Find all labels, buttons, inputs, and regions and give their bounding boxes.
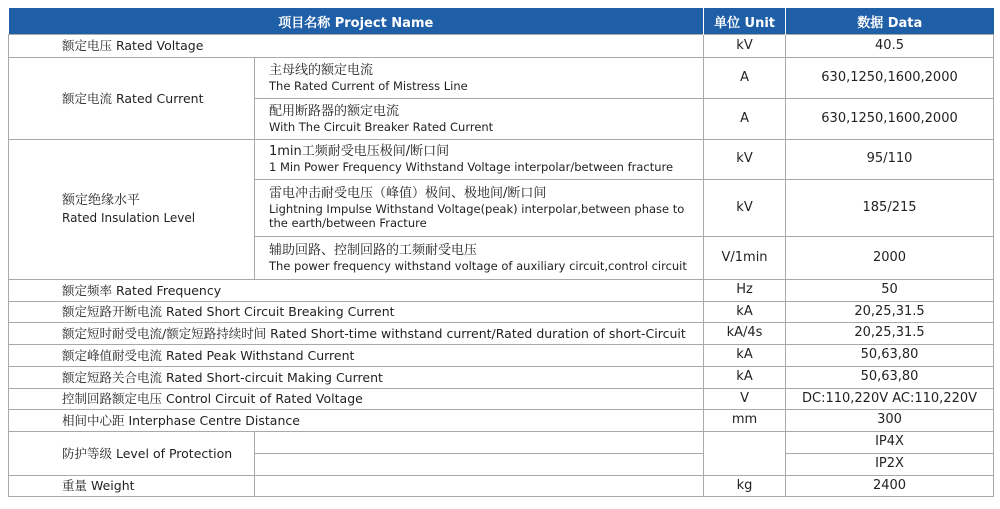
mistress-line-value: 630,1250,1600,2000 [786, 58, 994, 99]
aux-circuit-unit: V/1min [704, 237, 786, 280]
mistress-line-cell [255, 58, 704, 99]
insulation-label-zh: 额定绝缘水平 [62, 193, 141, 209]
making-current-unit: kA [704, 367, 786, 389]
control-voltage-label: 控制回路额定电压 Control Circuit of Rated Voltage [9, 389, 704, 410]
breaker-current-cell [255, 99, 704, 140]
row-interphase [9, 410, 994, 432]
protection-label: 防护等级 Level of Protection [9, 432, 255, 476]
breaker-current-unit: A [704, 99, 786, 140]
breaking-current-label: 额定短路开断电流 Rated Short Circuit Breaking Current [9, 302, 704, 323]
row-rated-frequency [9, 280, 994, 302]
power-frequency-cell [255, 140, 704, 180]
lightning-impulse-zh: 雷电冲击耐受电压（峰值）极间、极地间/断口间 [269, 185, 547, 201]
header-row [9, 8, 994, 35]
header-project-name: 项目名称 Project Name [9, 8, 704, 35]
rated-frequency-value: 50 [786, 280, 994, 302]
interphase-label: 相间中心距 Interphase Centre Distance [9, 410, 704, 432]
row-insulation-pf [9, 140, 994, 180]
row-weight [9, 476, 994, 497]
short-time-unit: kA/4s [704, 323, 786, 345]
protection-value-2: IP2X [786, 454, 994, 476]
protection-sub-1 [255, 432, 704, 454]
spec-table [8, 8, 994, 497]
power-frequency-value: 95/110 [786, 140, 994, 180]
row-protection-1 [9, 432, 994, 454]
mistress-line-en: The Rated Current of Mistress Line [269, 78, 468, 93]
breaking-current-value: 20,25,31.5 [786, 302, 994, 323]
mistress-line-zh: 主母线的额定电流 [269, 62, 374, 78]
mistress-line-unit: A [704, 58, 786, 99]
lightning-impulse-cell [255, 180, 704, 237]
lightning-impulse-value: 185/215 [786, 180, 994, 237]
row-peak-withstand [9, 345, 994, 367]
power-frequency-en: 1 Min Power Frequency Withstand Voltage interpolar/between fracture [269, 160, 674, 175]
weight-value: 2400 [786, 476, 994, 497]
insulation-label-en: Rated Insulation Level [62, 210, 196, 225]
protection-value-1: IP4X [786, 432, 994, 454]
row-breaking-current [9, 302, 994, 323]
peak-withstand-unit: kA [704, 345, 786, 367]
weight-unit: kg [704, 476, 786, 497]
peak-withstand-label: 额定峰值耐受电流 Rated Peak Withstand Current [9, 345, 704, 367]
rated-voltage-label: 额定电压 Rated Voltage [9, 35, 704, 58]
aux-circuit-cell [255, 237, 704, 280]
lightning-impulse-unit: kV [704, 180, 786, 237]
header-data: 数据 Data [786, 8, 994, 35]
row-rated-current-mistress [9, 58, 994, 99]
rated-frequency-label: 额定频率 Rated Frequency [9, 280, 704, 302]
making-current-value: 50,63,80 [786, 367, 994, 389]
breaker-current-value: 630,1250,1600,2000 [786, 99, 994, 140]
breaker-current-en: With The Circuit Breaker Rated Current [269, 119, 494, 134]
control-voltage-unit: V [704, 389, 786, 410]
row-control-voltage [9, 389, 994, 410]
breaker-current-zh: 配用断路器的额定电流 [269, 103, 400, 119]
aux-circuit-value: 2000 [786, 237, 994, 280]
interphase-unit: mm [704, 410, 786, 432]
insulation-label [9, 140, 255, 280]
lightning-impulse-en: Lightning Impulse Withstand Voltage(peak) interpolar,between phase to the earth/between Fracture [269, 201, 685, 231]
breaking-current-unit: kA [704, 302, 786, 323]
interphase-value: 300 [786, 410, 994, 432]
short-time-label: 额定短时耐受电流/额定短路持续时间 Rated Short-time withstand current/Rated duration of short-Circuit [9, 323, 704, 345]
rated-frequency-unit: Hz [704, 280, 786, 302]
aux-circuit-zh: 辅助回路、控制回路的工频耐受电压 [269, 242, 478, 258]
protection-unit [704, 432, 786, 476]
protection-sub-2 [255, 454, 704, 476]
rated-voltage-unit: kV [704, 35, 786, 58]
rated-voltage-value: 40.5 [786, 35, 994, 58]
weight-label: 重量 Weight [9, 476, 255, 497]
short-time-value: 20,25,31.5 [786, 323, 994, 345]
power-frequency-unit: kV [704, 140, 786, 180]
row-rated-voltage [9, 35, 994, 58]
making-current-label: 额定短路关合电流 Rated Short-circuit Making Current [9, 367, 704, 389]
row-short-time [9, 323, 994, 345]
control-voltage-value: DC:110,220V AC:110,220V [786, 389, 994, 410]
header-unit: 单位 Unit [704, 8, 786, 35]
row-making-current [9, 367, 994, 389]
weight-sub [255, 476, 704, 497]
aux-circuit-en: The power frequency withstand voltage of auxiliary circuit,control circuit [269, 258, 687, 273]
rated-current-label: 额定电流 Rated Current [9, 58, 255, 140]
power-frequency-zh: 1min工频耐受电压极间/断口间 [269, 144, 450, 160]
peak-withstand-value: 50,63,80 [786, 345, 994, 367]
